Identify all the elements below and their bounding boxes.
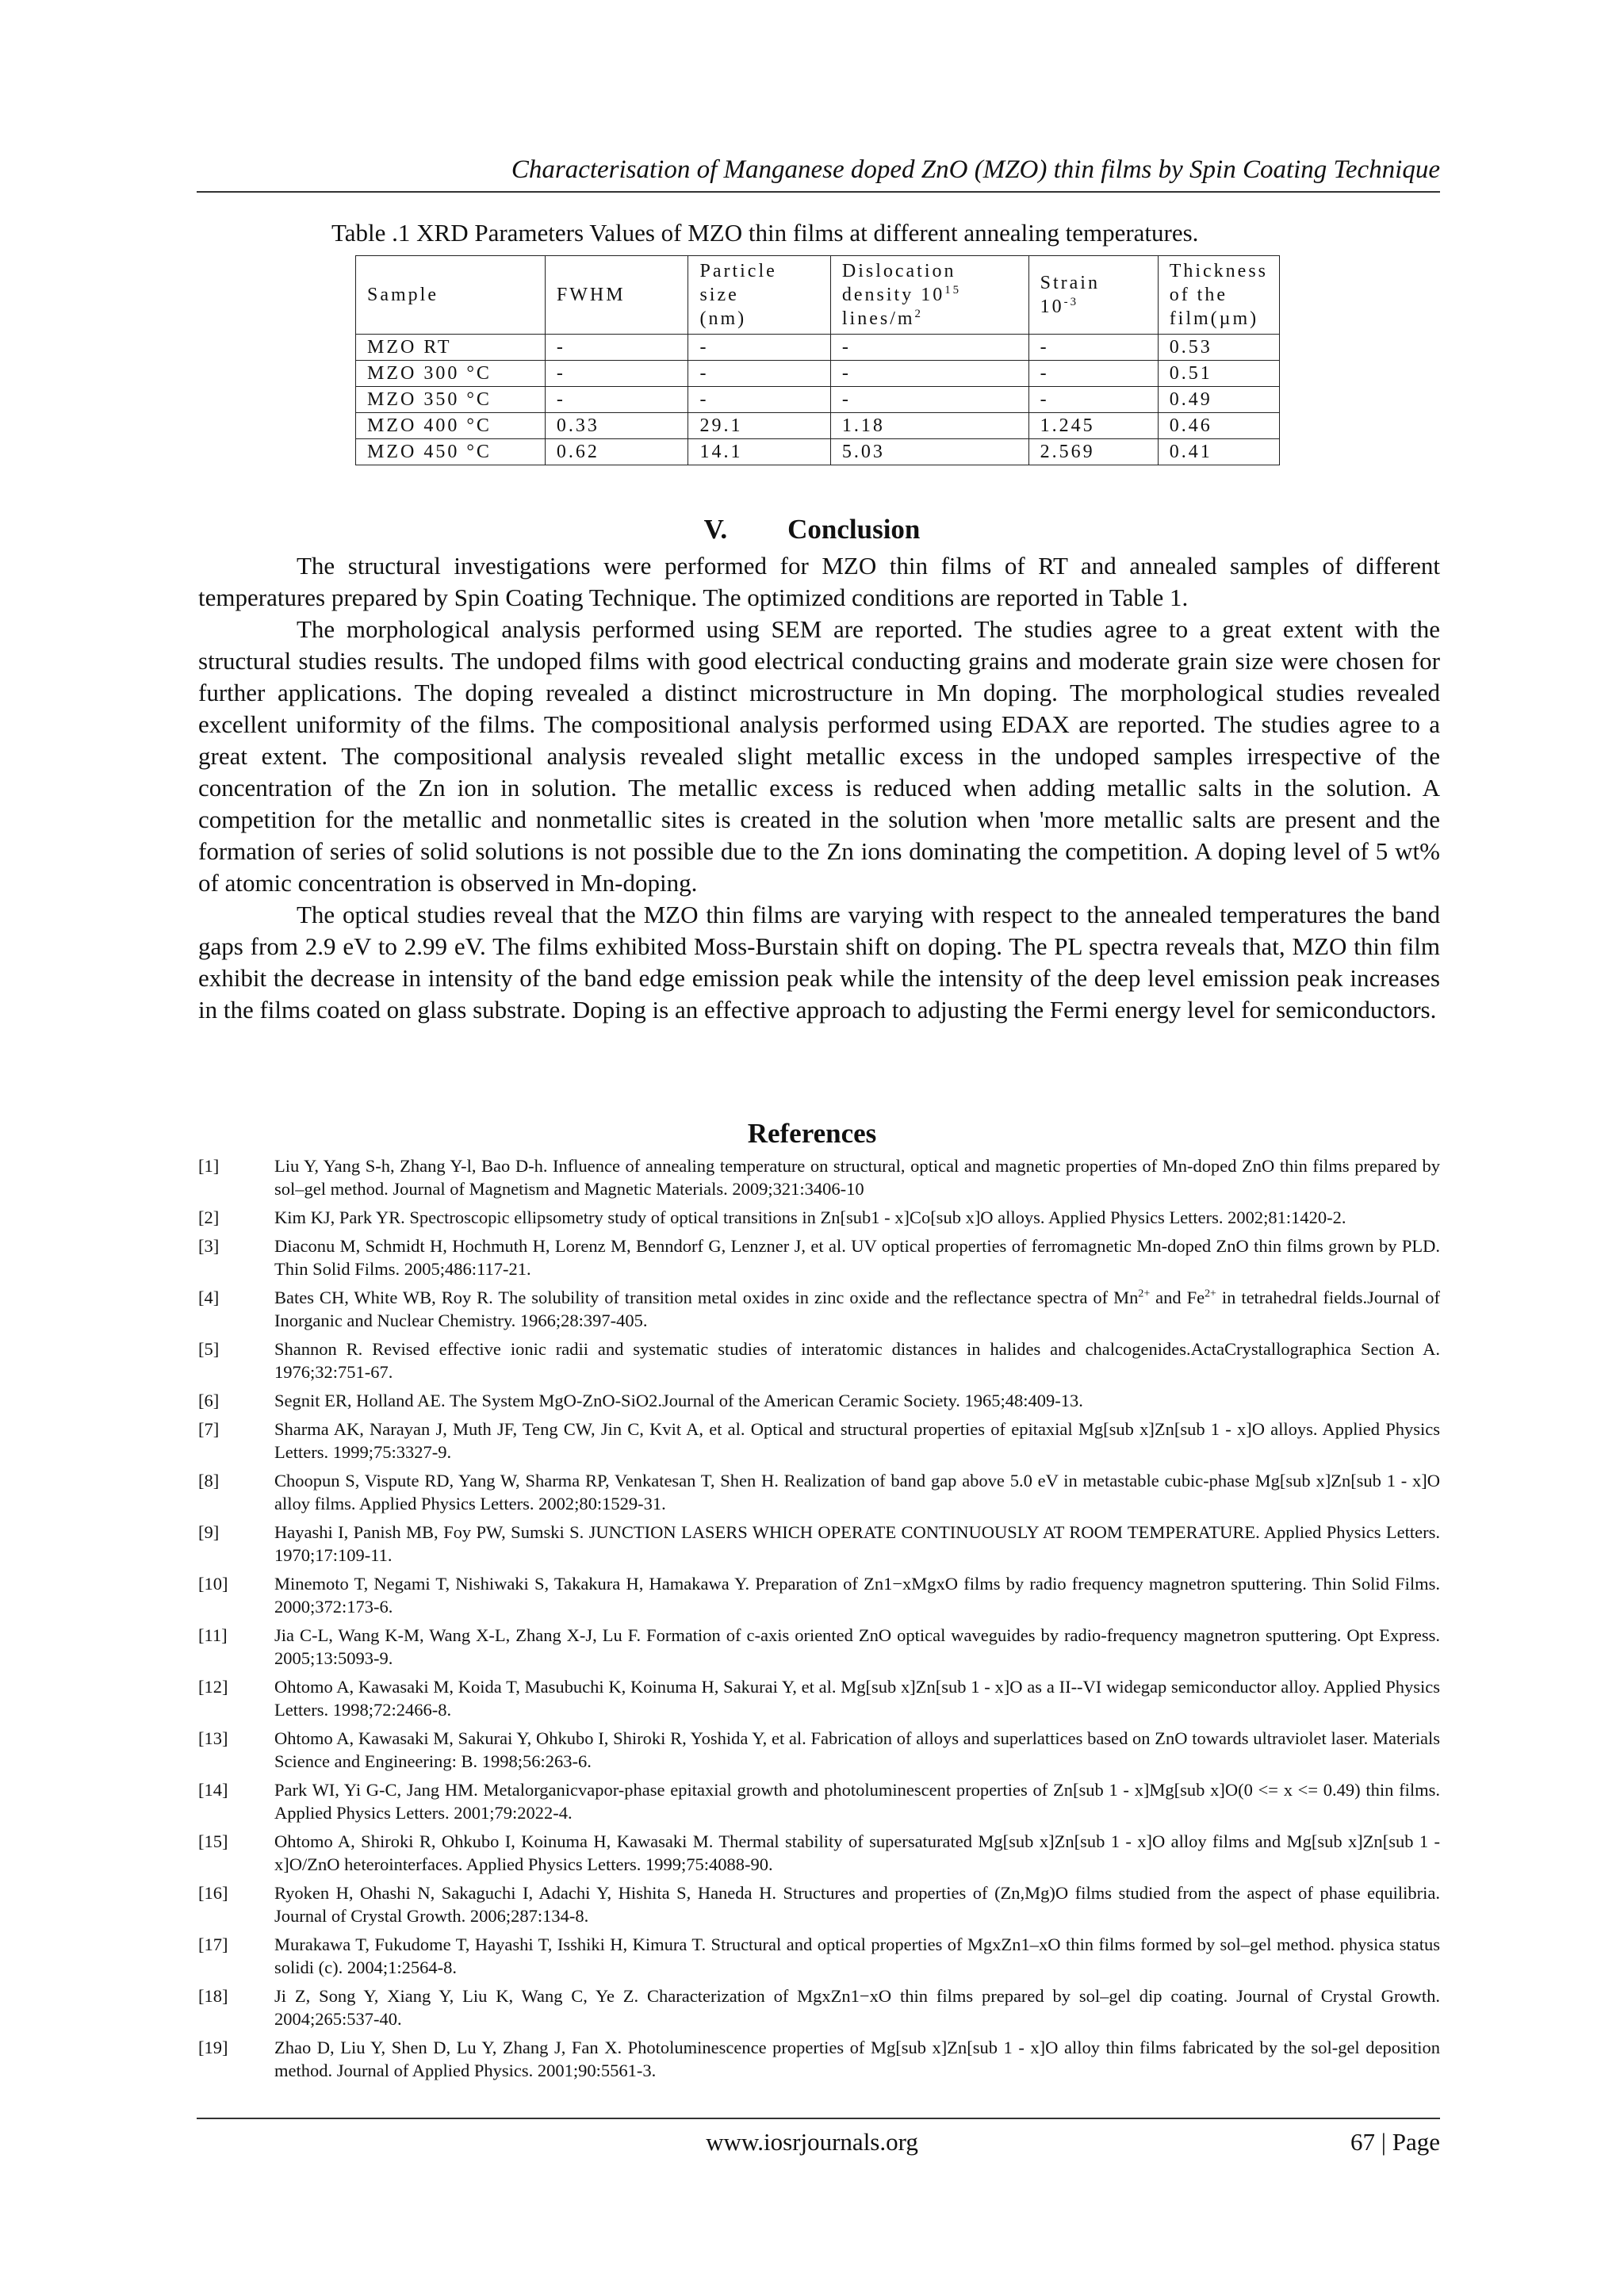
table-cell: 1.18 (830, 413, 1028, 439)
xrd-parameters-table (355, 255, 1280, 465)
reference-item (198, 1624, 1440, 1670)
table-cell: - (545, 387, 688, 413)
table-cell: - (688, 387, 830, 413)
reference-number: [15] (198, 1831, 228, 1851)
table-cell: MZO RT (356, 335, 546, 361)
table-caption: Table .1 XRD Parameters Values of MZO thin films at different annealing temperatures. (331, 219, 1199, 247)
table-cell: 29.1 (688, 413, 830, 439)
col-header-strain: Strain $10^{-3}$ (1028, 256, 1158, 335)
table-cell: - (688, 361, 830, 387)
reference-number: [11] (198, 1625, 228, 1645)
reference-number: [1] (198, 1156, 220, 1176)
reference-number: [18] (198, 1986, 228, 2006)
table-cell: MZO 450 °C (356, 439, 546, 465)
col-header-sample: Sample (356, 256, 546, 335)
reference-item (198, 1337, 1440, 1383)
reference-item (198, 1727, 1440, 1773)
footer-journal-url[interactable]: www.iosrjournals.org (706, 2128, 918, 2156)
reference-text: Zhao D, Liu Y, Shen D, Lu Y, Zhang J, Fan X. Photoluminescence properties of Mg[sub x]Zn[sub 1 - x]O alloy thin films fabricated by the sol-gel deposition method. Journal of Applied Physics. 2001;90:5561-3. (274, 2038, 1440, 2080)
table-row (356, 387, 1280, 413)
reference-number: [17] (198, 1934, 228, 1954)
reference-item (198, 1881, 1440, 1927)
reference-item (198, 1418, 1440, 1464)
paragraph: The optical studies reveal that the MZO thin films are varying with respect to the annealed temperatures the band gaps from 2.9 eV to 2.99 eV. The films exhibited Moss-Burstain shift on doping. The PL spectra reveals that, MZO thin film exhibit the decrease in intensity of the band edge emission peak while the intensity of the deep level emission peak increases in the films coated on glass substrate. Doping is an effective approach to adjusting the Fermi energy level for semiconductors. (198, 901, 1440, 1024)
reference-text: Ohtomo A, Kawasaki M, Koida T, Masubuchi K, Koinuma H, Sakurai Y, et al. Mg[sub x]Zn[sub 1 - x]O as a II--VI widegap semiconductor alloy. Applied Physics Letters. 1998;72:2466-8. (274, 1677, 1440, 1720)
reference-text: Kim KJ, Park YR. Spectroscopic ellipsometry study of optical transitions in Zn[sub1 - x]Co[sub x]O alloys. Applied Physics Letters. 2002;81:1420-2. (274, 1207, 1346, 1227)
reference-text: Ryoken H, Ohashi N, Sakaguchi I, Adachi Y, Hishita S, Haneda H. Structures and properties of (Zn,Mg)O films studied from the aspect of phase equilibria. Journal of Crystal Growth. 2006;287:134-8. (274, 1883, 1440, 1926)
reference-number: [3] (198, 1236, 220, 1256)
table-cell: 14.1 (688, 439, 830, 465)
table-cell: - (830, 361, 1028, 387)
reference-text: Segnit ER, Holland AE. The System MgO-ZnO-SiO2.Journal of the American Ceramic Society. 1965;48:409-13. (274, 1391, 1083, 1410)
reference-item (198, 2036, 1440, 2082)
table-cell: - (545, 335, 688, 361)
reference-number: [13] (198, 1728, 228, 1748)
table-cell: 0.41 (1158, 439, 1279, 465)
col-header-particle-size: Particle size (nm) (688, 256, 830, 335)
reference-number: [9] (198, 1522, 220, 1542)
reference-text: Hayashi I, Panish MB, Foy PW, Sumski S. JUNCTION LASERS WHICH OPERATE CONTINUOUSLY AT ROOM TEMPERATURE. Applied Physics Letters. 1970;17:109-11. (274, 1522, 1440, 1565)
table-cell: 0.49 (1158, 387, 1279, 413)
reference-item (198, 1154, 1440, 1200)
reference-text: Minemoto T, Negami T, Nishiwaki S, Takakura H, Hamakawa Y. Preparation of Zn1−xMgxO films by radio frequency magnetron sputtering. Thin Solid Films. 2000;372:173-6. (274, 1574, 1440, 1617)
reference-item (198, 1521, 1440, 1567)
reference-number: [16] (198, 1883, 228, 1903)
reference-item (198, 1675, 1440, 1721)
table-row (356, 335, 1280, 361)
table-cell: MZO 400 °C (356, 413, 546, 439)
table-cell: - (545, 361, 688, 387)
table-cell: 0.33 (545, 413, 688, 439)
reference-number: [8] (198, 1471, 220, 1490)
table-cell: 0.53 (1158, 335, 1279, 361)
reference-number: [7] (198, 1419, 220, 1439)
reference-text: Park WI, Yi G-C, Jang HM. Metalorganicvapor-phase epitaxial growth and photoluminescent properties of Zn[sub 1 - x]Mg[sub x]O(0 <= x <= 0.49) thin films. Applied Physics Letters. 2001;79:2022-4. (274, 1780, 1440, 1823)
reference-number: [2] (198, 1207, 220, 1227)
reference-text: Ji Z, Song Y, Xiang Y, Liu K, Wang C, Ye Z. Characterization of MgxZn1−xO thin films prepared by sol–gel dip coating. Journal of Crystal Growth. 2004;265:537-40. (274, 1986, 1440, 2029)
reference-text: Shannon R. Revised effective ionic radii and systematic studies of interatomic distances in halides and chalcogenides.ActaCrystallographica Section A. 1976;32:751-67. (274, 1339, 1440, 1382)
col-header-dislocation-density: Dislocation density $10^{15}$ lines/$m^2$ (830, 256, 1028, 335)
table-cell: MZO 300 °C (356, 361, 546, 387)
reference-number: [4] (198, 1288, 220, 1307)
table-header-row (356, 256, 1280, 335)
table-row (356, 413, 1280, 439)
reference-item (198, 1286, 1440, 1332)
table-cell: - (688, 335, 830, 361)
paragraph: The structural investigations were performed for MZO thin films of RT and annealed samples of different temperatures prepared by Spin Coating Technique. The optimized conditions are reported in Table 1. (198, 552, 1440, 611)
table-cell: 0.51 (1158, 361, 1279, 387)
header-rule (197, 191, 1440, 193)
reference-number: [19] (198, 2038, 228, 2057)
references-heading: References (747, 1118, 877, 1149)
footer-page-number: 67 | Page (1350, 2128, 1440, 2156)
reference-item (198, 1206, 1440, 1229)
reference-item (198, 1830, 1440, 1876)
reference-number: [12] (198, 1677, 228, 1697)
reference-item (198, 1984, 1440, 2030)
conclusion-body (198, 550, 1440, 1026)
conclusion-heading (0, 514, 1624, 545)
table-cell: - (1028, 361, 1158, 387)
reference-item (198, 1469, 1440, 1515)
reference-text: Ohtomo A, Shiroki R, Ohkubo I, Koinuma H, Kawasaki M. Thermal stability of supersaturated Mg[sub x]Zn[sub 1 - x]O alloy films and Mg[sub x]Zn[sub 1 - x]O/ZnO heterointerfaces. Applied Physics Letters. 1999;75:4088-90. (274, 1831, 1440, 1874)
table-cell: 2.569 (1028, 439, 1158, 465)
reference-item (198, 1933, 1440, 1979)
reference-item (198, 1778, 1440, 1824)
reference-number: [10] (198, 1574, 228, 1594)
col-header-thickness: Thickness of the film(µm) (1158, 256, 1279, 335)
table-cell: 0.62 (545, 439, 688, 465)
reference-text: Choopun S, Vispute RD, Yang W, Sharma RP, Venkatesan T, Shen H. Realization of band gap above 5.0 eV in metastable cubic-phase Mg[sub x]Zn[sub 1 - x]O alloy films. Applied Physics Letters. 2002;80:1529-31. (274, 1471, 1440, 1513)
reference-item (198, 1389, 1440, 1412)
reference-text: Bates CH, White WB, Roy R. The solubility of transition metal oxides in zinc oxide and the reflectance spectra of $Mn^{2+}$ and $Fe^{2+}$ in tetrahedral fields.Journal of Inorganic and Nuclear Chemistry. 1966;28:397-405. (274, 1288, 1440, 1330)
section-title: Conclusion (787, 514, 921, 545)
table-cell: - (1028, 387, 1158, 413)
reference-item (198, 1572, 1440, 1618)
table-cell: - (1028, 335, 1158, 361)
paragraph: The morphological analysis performed using SEM are reported. The studies agree to a great extent with the structural studies results. The undoped films with good electrical conducting grains and moderate grain size were chosen for further applications. The doping revealed a distinct microstructure in Mn doping. The morphological studies revealed excellent uniformity of the films. The compositional analysis performed using EDAX are reported. The studies agree to a great extent. The compositional analysis revealed slight metallic excess in the undoped samples irrespective of the concentration of the Zn ion in solution. The metallic excess is reduced when adding metallic salts in the solution. A competition for the metallic and nonmetallic sites is created in the solution when 'more metallic salts are present and the formation of series of solid solutions is not possible due to the Zn ions dominating the competition. A doping level of 5 wt% of atomic concentration is observed in Mn-doping. (198, 615, 1440, 897)
reference-text: Ohtomo A, Kawasaki M, Sakurai Y, Ohkubo I, Shiroki R, Yoshida Y, et al. Fabrication of alloys and superlattices based on ZnO towards ultraviolet laser. Materials Science and Engineering: B. 1998;56:263-6. (274, 1728, 1440, 1771)
reference-text: Liu Y, Yang S-h, Zhang Y-l, Bao D-h. Influence of annealing temperature on structural, optical and magnetic properties of Mn-doped ZnO thin films prepared by sol–gel method. Journal of Magnetism and Magnetic Materials. 2009;321:3406-10 (274, 1156, 1440, 1199)
reference-number: [14] (198, 1780, 228, 1800)
table-cell: 5.03 (830, 439, 1028, 465)
table-cell: MZO 350 °C (356, 387, 546, 413)
references-list (198, 1154, 1440, 2087)
running-header-title: Characterisation of Manganese doped ZnO (MZO) thin films by Spin Coating Technique (511, 155, 1440, 184)
table-cell: 0.46 (1158, 413, 1279, 439)
table-cell: - (830, 387, 1028, 413)
table-row (356, 439, 1280, 465)
section-number: V. (703, 514, 728, 545)
reference-number: [5] (198, 1339, 220, 1359)
reference-text: Sharma AK, Narayan J, Muth JF, Teng CW, Jin C, Kvit A, et al. Optical and structural properties of epitaxial Mg[sub x]Zn[sub 1 - x]O alloys. Applied Physics Letters. 1999;75:3327-9. (274, 1419, 1440, 1462)
footer-rule (197, 2118, 1440, 2119)
reference-text: Murakawa T, Fukudome T, Hayashi T, Isshiki H, Kimura T. Structural and optical properties of MgxZn1–xO thin films formed by sol–gel method. physica status solidi (c). 2004;1:2564-8. (274, 1934, 1440, 1977)
reference-number: [6] (198, 1391, 220, 1410)
table-cell: 1.245 (1028, 413, 1158, 439)
reference-text: Jia C-L, Wang K-M, Wang X-L, Zhang X-J, Lu F. Formation of c-axis oriented ZnO optical waveguides by radio-frequency magnetron sputtering. Opt Express. 2005;13:5093-9. (274, 1625, 1440, 1668)
col-header-fwhm: FWHM (545, 256, 688, 335)
table-row (356, 361, 1280, 387)
reference-item (198, 1234, 1440, 1280)
reference-text: Diaconu M, Schmidt H, Hochmuth H, Lorenz M, Benndorf G, Lenzner J, et al. UV optical properties of ferromagnetic Mn-doped ZnO thin films grown by PLD. Thin Solid Films. 2005;486:117-21. (274, 1236, 1440, 1279)
table-cell: - (830, 335, 1028, 361)
